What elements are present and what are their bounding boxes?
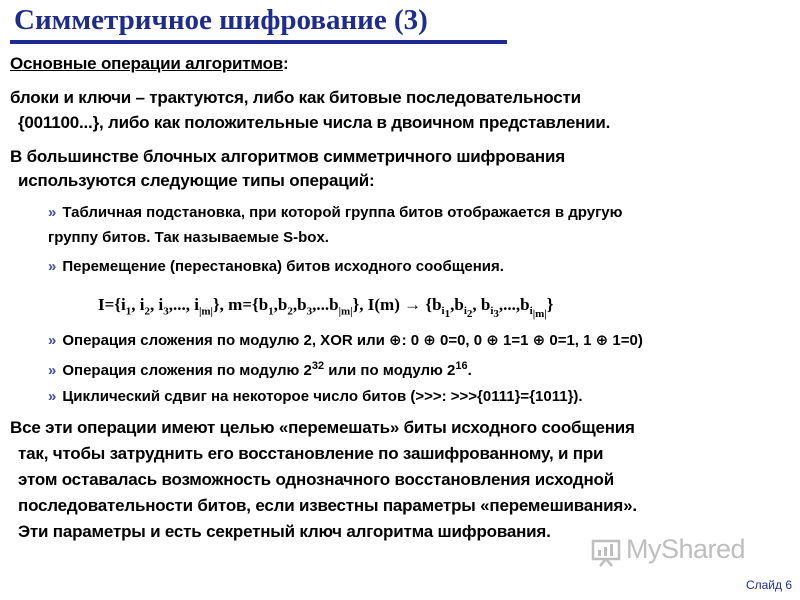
bullet-marker: » xyxy=(48,204,57,221)
paragraph-3-line-4: последовательности битов, если известны параметры «перемешивания». xyxy=(18,496,637,515)
bullet-marker: » xyxy=(48,332,57,349)
section-heading-text: Основные операции алгоритмов xyxy=(10,54,284,73)
slide-number: Слайд 6 xyxy=(745,578,792,592)
bullet-marker: » xyxy=(48,258,57,275)
bullet-item-xor xyxy=(48,331,643,349)
section-heading-colon: : xyxy=(283,54,289,73)
watermark-text: MyShared xyxy=(626,534,746,564)
bullet-marker: » xyxy=(48,362,57,379)
bullet-3-text: Операция сложения по модулю 2, XOR или ⊕: 0 ⊕ 0=0, 0 ⊕ 1=1 ⊕ 0=1, 1 ⊕ 1=0) xyxy=(62,332,643,349)
bullet-marker: » xyxy=(48,388,57,405)
paragraph-1-line-1: блоки и ключи – трактуются, либо как битовые последовательности xyxy=(10,88,581,107)
bullet-item-modular-addition: » Операция сложения по модулю $2^{32}$ или по модулю $2^{16}$. xyxy=(48,360,472,379)
paragraph-1-line-2: {001100...}, либо как положительные числа в двоичном представлении. xyxy=(18,113,611,132)
paragraph-2-line-1: В большинстве блочных алгоритмов симметричного шифрования xyxy=(10,147,565,166)
permutation-formula: $I=\{i_1$, $i_2$, $i_3$,..., $i_{|m|}$}, $m=\{b_1,b_2,b_3,...b_{|m|}\}$, $I(m) \to \{b_{i_1},b_{i_2}$, $b_{i_3},...,b_{i_{|m|}}$} xyxy=(98,295,554,321)
bullet-item-substitution xyxy=(48,204,622,221)
paragraph-3-line-5: Эти параметры и есть секретный ключ алгоритма шифрования. xyxy=(18,522,551,541)
bullet-1-line-2: группу битов. Так называемые S-box. xyxy=(48,229,329,246)
bullet-1-line-1: Табличная подстановка, при которой группа битов отображается в другую xyxy=(62,204,623,221)
title-underline xyxy=(10,40,507,44)
presentation-icon xyxy=(590,536,622,568)
bullet-5-text: Циклический сдвиг на некоторое число битов (>>>: >>>{0111}={1011}). xyxy=(62,388,583,405)
paragraph-3-line-1: Все эти операции имеют целью «перемешать» биты исходного сообщения xyxy=(10,418,635,437)
section-heading xyxy=(10,54,288,74)
paragraph-2-line-2: используются следующие типы операций: xyxy=(18,171,375,190)
bullet-item-permutation xyxy=(48,258,504,275)
watermark-logo xyxy=(590,532,780,572)
bullet-2-text: Перемещение (перестановка) битов исходного сообщения. xyxy=(62,258,504,275)
paragraph-3-line-2: так, чтобы затруднить его восстановление по зашифрованному, и при xyxy=(18,444,604,463)
slide-title: Симметричное шифрование (3) xyxy=(14,4,428,36)
bullet-item-cyclic-shift xyxy=(48,388,583,405)
paragraph-3-line-3: этом оставалась возможность однозначного восстановления исходной xyxy=(18,470,614,489)
